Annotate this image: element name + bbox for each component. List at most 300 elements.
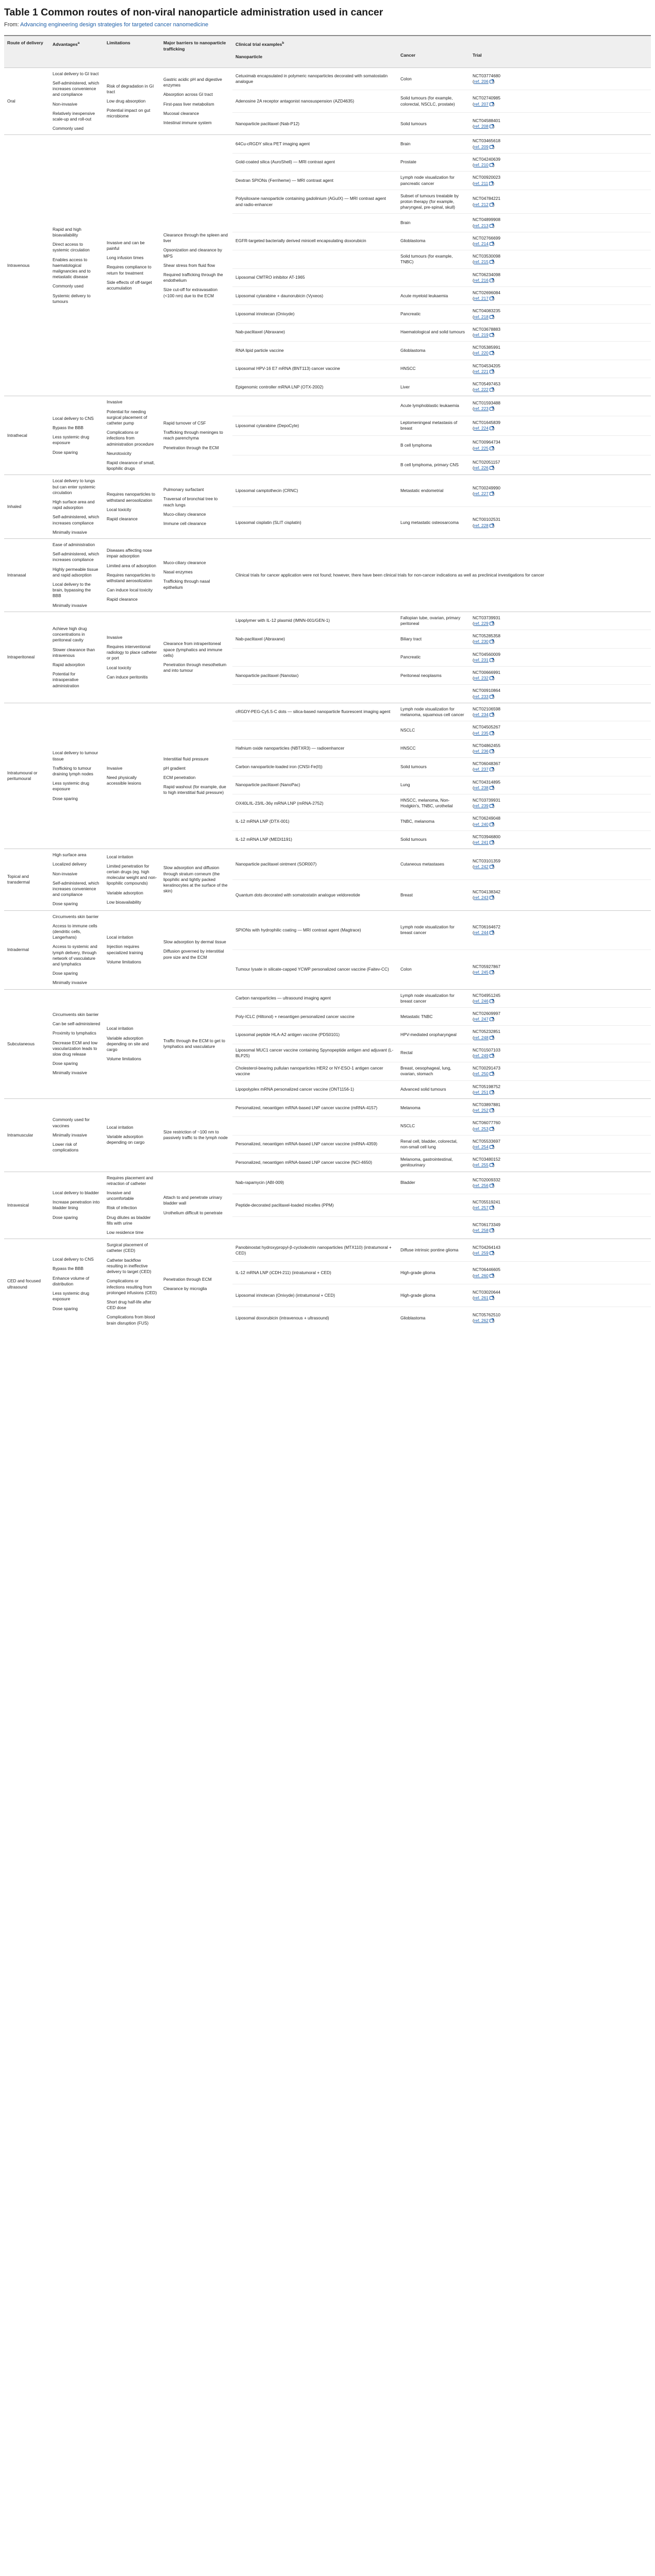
- barriers-cell-item: Traffic through the ECM to get to lymphatics and vasculature: [163, 1038, 225, 1049]
- trial-cell: [469, 950, 651, 990]
- external-link-icon: [490, 203, 493, 207]
- reference-link[interactable]: ref. 212: [474, 201, 489, 207]
- reference-link[interactable]: ref. 215: [474, 259, 489, 265]
- nanoparticle-cell: Liposomal camptothecin (CRNC): [232, 475, 397, 507]
- limitations-cell-item: Rapid clearance: [107, 597, 138, 602]
- nanoparticle-cell: Poly-ICLC (Hiltonol) + neoantigen personalized cancer vaccine: [232, 1008, 397, 1026]
- limitations-cell-item: Rapid clearance of small, lipophilic drugs: [107, 460, 155, 471]
- limitations-cell-item: Complications from blood brain disruption (FUS): [107, 1314, 155, 1326]
- external-link-icon: [490, 622, 493, 625]
- limitations-cell-item: Surgical placement of catheter (CED): [107, 1242, 148, 1253]
- trial-id: NCT05762510: [473, 1312, 500, 1318]
- cancer-cell: Lymph node visualization for breast cancer: [397, 989, 469, 1007]
- trial-ref: (ref. 244 ): [473, 930, 495, 936]
- nanoparticle-cell: Nab-rapamycin (ABI-009): [232, 1172, 397, 1194]
- trial-ref: (ref. 223 ): [473, 406, 495, 411]
- advantages-cell-item: Achieve high drug concentrations in peritoneal cavity: [53, 625, 87, 643]
- trial-ref: (ref. 230 ): [473, 639, 495, 645]
- reference-link[interactable]: ref. 244: [474, 930, 489, 936]
- barriers-cell-item: Slow adsorption by dermal tissue: [163, 939, 226, 945]
- advantages-cell: [49, 703, 104, 849]
- trial-ref: (ref. 220 ): [473, 350, 495, 356]
- trial-ref: (ref. 238 ): [473, 785, 495, 790]
- trial-id: NCT00666991: [473, 670, 500, 675]
- source-link[interactable]: Advancing engineering design strategies for targeted cancer nanomedicine: [20, 22, 209, 28]
- reference-link[interactable]: ref. 250: [474, 1071, 489, 1077]
- reference-link[interactable]: ref. 230: [474, 639, 489, 645]
- trial-ref: (ref. 211 ): [473, 180, 495, 186]
- trial-ref: (ref. 259 ): [473, 1250, 495, 1256]
- trial-id: NCT04862455: [473, 742, 500, 748]
- limitations-cell: [104, 989, 160, 1098]
- trial-cell: [469, 342, 651, 360]
- nanoparticle-cell: Personalized, neoantigen mRNA-based LNP cancer vaccine (NCI-4650): [232, 1154, 397, 1172]
- barriers-cell-item: Slow adsorption and diffusion through stratum corneum (the lipophilic and tightly packed keratinocytes at the surface of the skin): [163, 865, 228, 894]
- advantages-cell: [49, 989, 104, 1098]
- reference-link[interactable]: ref. 257: [474, 1205, 489, 1211]
- limitations-cell: [104, 849, 160, 910]
- advantages-cell-item: Proximity to lymphatics: [53, 1030, 96, 1036]
- reference-link[interactable]: ref. 259: [474, 1250, 489, 1256]
- trial-id: NCT06234098: [473, 272, 500, 277]
- external-link-icon: [490, 242, 493, 246]
- trial-cell: [469, 360, 651, 378]
- reference-link[interactable]: ref. 241: [474, 839, 489, 845]
- trial-id: NCT02609997: [473, 1011, 500, 1016]
- limitations-cell-item: Invasive: [107, 399, 123, 405]
- barriers-cell-item: First-pass liver metabolism: [163, 101, 214, 107]
- cancer-cell: B cell lymphoma: [397, 435, 469, 455]
- trial-id: NCT06048367: [473, 761, 500, 767]
- cancer-cell: Leptomeningeal metastasis of breast: [397, 416, 469, 435]
- trial-id: NCT02051157: [473, 459, 500, 465]
- advantages-cell-item: Dose sparing: [53, 901, 78, 907]
- reference-link[interactable]: ref. 211: [474, 180, 489, 186]
- trial-ref: (ref. 207 ): [473, 101, 495, 107]
- reference-link[interactable]: ref. 238: [474, 785, 489, 790]
- advantages-cell-item: Slower clearance than intravenous: [53, 647, 95, 658]
- trial-id: NCT03465618: [473, 138, 500, 144]
- trial-ref: (ref. 215 ): [473, 259, 495, 265]
- advantages-cell-item: Minimally invasive: [53, 602, 87, 608]
- trial-ref: (ref. 236 ): [473, 748, 495, 754]
- reference-link[interactable]: ref. 224: [474, 426, 489, 431]
- reference-link[interactable]: ref. 249: [474, 1053, 489, 1059]
- trial-ref: (ref. 210 ): [473, 162, 495, 168]
- reference-link[interactable]: ref. 245: [474, 969, 489, 975]
- reference-link[interactable]: ref. 262: [474, 1318, 489, 1324]
- limitations-cell: [104, 396, 160, 475]
- trial-id: NCT05519241: [473, 1199, 500, 1205]
- barriers-cell: [160, 612, 232, 703]
- external-link-icon: [490, 1091, 493, 1094]
- trial-cell: [469, 153, 651, 171]
- nanoparticle-cell: Clinical trials for cancer application were not found; however, there have been clinical trials for non-cancer indications as well as preclinical investigations for cancer: [232, 539, 651, 612]
- external-link-icon: [490, 1296, 493, 1300]
- trial-cell: [469, 378, 651, 396]
- nanoparticle-cell: cRGDY-PEG-Cy5.5-C dots — silica-based nanoparticle fluorescent imaging agent: [232, 703, 397, 721]
- nanoparticle-cell: Epigenomic controller mRNA LNP (OTX-2002): [232, 378, 397, 396]
- limitations-cell-item: Low bioavailability: [107, 899, 141, 905]
- nanoparticle-cell: Liposomal cytarabine (DepoCyte): [232, 416, 397, 435]
- trial-ref: (ref. 257 ): [473, 1205, 495, 1211]
- advantages-cell-item: Access to immune cells (dendritic cells, Langerhans): [53, 923, 97, 940]
- route-cell: Topical and transdermal: [4, 849, 49, 910]
- barriers-cell-item: Gastric acidic pH and digestive enzymes: [163, 77, 222, 88]
- trial-id: NCT01507103: [473, 1047, 500, 1053]
- trial-id: NCT05198752: [473, 1083, 500, 1089]
- limitations-cell-item: Limited penetration for certain drugs (eg. high molecular weight and non-lipophilic compounds): [107, 863, 157, 886]
- trial-cell: [469, 250, 651, 268]
- advantages-cell: [49, 612, 104, 703]
- reference-link[interactable]: ref. 213: [474, 223, 489, 228]
- reference-link[interactable]: ref. 253: [474, 1126, 489, 1131]
- advantages-cell-item: Commonly used: [53, 283, 83, 289]
- reference-link[interactable]: ref. 243: [474, 895, 489, 901]
- advantages-cell-item: Non-invasive: [53, 101, 77, 107]
- cancer-cell: Lymph node visualization for breast cancer: [397, 910, 469, 950]
- external-link-icon: [490, 999, 493, 1003]
- advantages-cell-item: Dose sparing: [53, 1214, 78, 1220]
- trial-id: NCT03897881: [473, 1102, 500, 1108]
- trial-cell: [469, 812, 651, 831]
- reference-link[interactable]: ref. 260: [474, 1273, 489, 1278]
- trial-id: NCT04784221: [473, 196, 500, 201]
- trial-cell: [469, 507, 651, 539]
- table-row: [4, 67, 651, 90]
- barriers-cell: [160, 910, 232, 989]
- trial-cell: [469, 703, 651, 721]
- reference-link[interactable]: ref. 220: [474, 350, 489, 356]
- cancer-cell: Brain: [397, 214, 469, 232]
- nanoparticle-cell: Liposomal CMTRO inhibitor AT-1965: [232, 268, 397, 286]
- cancer-cell: Lymph node visualization for melanoma, squamous cell cancer: [397, 703, 469, 721]
- external-link-icon: [490, 333, 493, 337]
- nanoparticle-cell: Nanoparticle paclitaxel ointment (SOR007): [232, 849, 397, 880]
- nanoparticle-cell: Hafnium oxide nanoparticles (NBTXR3) — radioenhancer: [232, 739, 397, 757]
- trial-cell: [469, 648, 651, 666]
- external-link-icon: [490, 1127, 493, 1131]
- reference-link[interactable]: ref. 209: [474, 144, 489, 149]
- advantages-cell-item: Minimally invasive: [53, 1132, 87, 1138]
- trial-id: NCT00964734: [473, 439, 500, 445]
- external-link-icon: [490, 388, 493, 392]
- trial-cell: [469, 190, 651, 214]
- nanoparticle-cell: Liposomal MUC1 cancer vaccine containing Spynopeptide antigen and adjuvant (L-BLP25): [232, 1044, 397, 1062]
- reference-link[interactable]: ref. 237: [474, 767, 489, 772]
- reference-link[interactable]: ref. 252: [474, 1108, 489, 1113]
- barriers-cell: [160, 1172, 232, 1239]
- cancer-cell: Metastatic endometrial: [397, 475, 469, 507]
- reference-link[interactable]: ref. 235: [474, 730, 489, 736]
- external-link-icon: [490, 260, 493, 264]
- reference-link[interactable]: ref. 226: [474, 465, 489, 470]
- nanoparticle-cell: Liposomal irinotecan (Onivyde) (intratumoral + CED): [232, 1284, 397, 1307]
- col-cancer: Cancer: [400, 53, 416, 58]
- barriers-cell-item: Trafficking through meninges to reach parenchyma: [163, 430, 223, 441]
- advantages-cell-item: Circumvents skin barrier: [53, 1012, 99, 1017]
- external-link-icon: [490, 163, 493, 167]
- reference-link[interactable]: ref. 251: [474, 1089, 489, 1095]
- advantages-cell-item: Dose sparing: [53, 971, 78, 976]
- cancer-cell: Solid tumours (for example, colorectal, NSCLC, prostate): [397, 90, 469, 113]
- advantages-cell-item: Local delivery to bladder: [53, 1190, 99, 1196]
- barriers-cell-item: Diffusion governed by interstitial pore size and the ECM: [163, 948, 224, 960]
- reference-link[interactable]: ref. 206: [474, 79, 489, 84]
- trial-cell: [469, 286, 651, 304]
- trial-id: NCT01593488: [473, 400, 500, 405]
- trial-id: NCT03678883: [473, 326, 500, 332]
- col-trial: Trial: [473, 53, 482, 58]
- trial-id: NCT04240639: [473, 156, 500, 162]
- reference-link[interactable]: ref. 254: [474, 1144, 489, 1150]
- trial-ref: (ref. 246 ): [473, 998, 495, 1004]
- reference-link[interactable]: ref. 225: [474, 445, 489, 451]
- cancer-cell: B cell lymphoma, primary CNS: [397, 455, 469, 475]
- trial-cell: [469, 67, 651, 90]
- route-cell: Intradermal: [4, 910, 49, 989]
- reference-link[interactable]: ref. 207: [474, 101, 489, 107]
- limitations-cell-item: Low drug absorption: [107, 98, 146, 104]
- barriers-cell-item: Nasal enzymes: [163, 569, 193, 575]
- reference-link[interactable]: ref. 227: [474, 490, 489, 496]
- reference-link[interactable]: ref. 255: [474, 1162, 489, 1168]
- route-cell: Inhaled: [4, 475, 49, 539]
- external-link-icon: [490, 125, 493, 128]
- advantages-cell-item: Rapid adsorption: [53, 662, 85, 667]
- trial-cell: [469, 1154, 651, 1172]
- reference-link[interactable]: ref. 214: [474, 241, 489, 246]
- barriers-cell: [160, 396, 232, 475]
- nanoparticle-cell: Peptide-decorated paclitaxel-loaded micelles (PPM): [232, 1194, 397, 1217]
- external-link-icon: [490, 1319, 493, 1323]
- trial-ref: (ref. 229 ): [473, 621, 495, 626]
- cancer-cell: Cutaneous metastases: [397, 849, 469, 880]
- trial-ref: (ref. 213 ): [473, 223, 495, 228]
- reference-link[interactable]: ref. 210: [474, 162, 489, 168]
- external-link-icon: [490, 447, 493, 450]
- reference-link[interactable]: ref. 239: [474, 803, 489, 809]
- route-cell: Intranasal: [4, 539, 49, 612]
- reference-link[interactable]: ref. 222: [474, 387, 489, 393]
- reference-link[interactable]: ref. 228: [474, 522, 489, 528]
- nanoparticle-cell: Tumour lysate in silicate-capped YCWP personalized cancer vaccine (Faitev-CC): [232, 950, 397, 990]
- source-line: [4, 22, 651, 28]
- nanoparticle-cell: Polysiloxane nanoparticle containing gadolinium (AGuIX) — MRI contrast agent and radio-enhancer: [232, 190, 397, 214]
- trial-ref: (ref. 224 ): [473, 426, 495, 431]
- cancer-cell: High-grade glioma: [397, 1284, 469, 1307]
- nanoparticle-cell: Nanoparticle paclitaxel (Nab-P12): [232, 112, 397, 135]
- reference-link[interactable]: ref. 216: [474, 277, 489, 283]
- table-header-row: [4, 36, 651, 67]
- reference-link[interactable]: ref. 221: [474, 368, 489, 374]
- table-row: [4, 1172, 651, 1194]
- cancer-cell: Solid tumours: [397, 112, 469, 135]
- limitations-cell-item: Short drug half-life after CED dose: [107, 1299, 152, 1311]
- external-link-icon: [490, 145, 493, 149]
- trial-id: NCT06077760: [473, 1120, 500, 1126]
- trial-cell: [469, 90, 651, 113]
- reference-link[interactable]: ref. 233: [474, 693, 489, 699]
- reference-link[interactable]: ref. 247: [474, 1016, 489, 1022]
- nanoparticle-cell: Liposomal peptide HLA-A2 antigen vaccine (PDS0101): [232, 1026, 397, 1044]
- barriers-cell-item: Rapid turnover of CSF: [163, 420, 206, 426]
- trial-id: NCT00910864: [473, 688, 500, 693]
- reference-link[interactable]: ref. 248: [474, 1035, 489, 1040]
- advantages-cell-item: Local delivery to lungs but can enter systemic circulation: [53, 478, 96, 495]
- cancer-cell: Colon: [397, 950, 469, 990]
- reference-link[interactable]: ref. 208: [474, 124, 489, 129]
- cancer-cell: Metastatic TNBC: [397, 1008, 469, 1026]
- trial-ref: (ref. 227 ): [473, 490, 495, 496]
- trial-cell: [469, 1307, 651, 1329]
- advantages-cell-item: Self-administered, which increases compliance: [53, 551, 99, 563]
- advantages-cell-item: Circumvents skin barrier: [53, 913, 99, 919]
- trial-id: NCT05285358: [473, 633, 500, 639]
- advantages-cell: [49, 539, 104, 612]
- external-link-icon: [490, 524, 493, 528]
- limitations-cell-item: Complications or infections resulting from prolonged infusions (CED): [107, 1278, 157, 1295]
- table-row: [4, 1239, 651, 1262]
- advantages-cell-item: Non-invasive: [53, 871, 77, 876]
- nanoparticle-cell: Lipopolyplex mRNA personalized cancer vaccine (ONT1156-1): [232, 1080, 397, 1098]
- cancer-cell: Colon: [397, 67, 469, 90]
- advantages-cell: [49, 1099, 104, 1172]
- advantages-cell-item: Minimally invasive: [53, 529, 87, 535]
- advantages-cell-item: Dose sparing: [53, 1061, 78, 1066]
- trial-ref: (ref. 209 ): [473, 144, 495, 149]
- trial-ref: (ref. 250 ): [473, 1071, 495, 1077]
- advantages-cell-item: Enhance volume of distribution: [53, 1275, 90, 1286]
- reference-link[interactable]: ref. 261: [474, 1295, 489, 1301]
- reference-link[interactable]: ref. 231: [474, 657, 489, 663]
- external-link-icon: [490, 896, 493, 900]
- trial-id: NCT03774680: [473, 73, 500, 78]
- limitations-cell-item: Limited area of adsorption: [107, 563, 156, 568]
- route-cell: Intramuscular: [4, 1099, 49, 1172]
- reference-link[interactable]: ref. 219: [474, 332, 489, 337]
- advantages-cell-item: Highly permeable tissue and rapid adsorption: [53, 566, 98, 578]
- route-cell: Oral: [4, 67, 49, 135]
- reference-link[interactable]: ref. 246: [474, 998, 489, 1004]
- trial-ref: (ref. 233 ): [473, 693, 495, 699]
- trial-cell: [469, 1284, 651, 1307]
- barriers-cell-item: Interstitial fluid pressure: [163, 756, 209, 761]
- advantages-cell-item: Systemic delivery to tumours: [53, 293, 91, 304]
- cancer-cell: Acute lymphoblastic leukaemia: [397, 396, 469, 416]
- trial-ref: (ref. 254 ): [473, 1144, 495, 1150]
- reference-link[interactable]: ref. 217: [474, 296, 489, 301]
- trial-id: NCT01645839: [473, 420, 500, 426]
- advantages-cell-item: Dose sparing: [53, 449, 78, 455]
- barriers-cell-item: Shear stress from fluid flow: [163, 262, 215, 268]
- limitations-cell-item: Neurotoxicity: [107, 450, 131, 456]
- trial-id: NCT02106598: [473, 706, 500, 711]
- reference-link[interactable]: ref. 236: [474, 748, 489, 754]
- external-link-icon: [490, 732, 493, 735]
- external-link-icon: [490, 1163, 493, 1167]
- cancer-cell: [397, 685, 469, 703]
- trial-id: NCT00249990: [473, 485, 500, 490]
- trial-cell: [469, 630, 651, 648]
- trial-cell: [469, 1135, 651, 1153]
- barriers-cell-item: Penetration through the ECM: [163, 445, 219, 450]
- cancer-cell: Breast, oesophageal, lung, ovarian, stomach: [397, 1062, 469, 1080]
- barriers-cell-item: Immune cell clearance: [163, 521, 207, 527]
- trial-id: NCT00920023: [473, 175, 500, 180]
- cancer-cell: Rectal: [397, 1044, 469, 1062]
- trial-cell: [469, 1026, 651, 1044]
- col-clinical-trials: Clinical trial examples$^b$ Nanoparticle: [232, 36, 397, 67]
- advantages-cell: [49, 67, 104, 135]
- route-cell: Intrathecal: [4, 396, 49, 475]
- reference-link[interactable]: ref. 218: [474, 314, 489, 319]
- nanoparticle-cell: Lipoplymer with IL-12 plasmid (IMNN-001/GEN-1): [232, 612, 397, 630]
- trial-ref: (ref. 206 ): [473, 79, 495, 84]
- reference-link[interactable]: ref. 256: [474, 1182, 489, 1188]
- external-link-icon: [490, 1229, 493, 1232]
- reference-link[interactable]: ref. 229: [474, 621, 489, 626]
- trial-id: NCT03480152: [473, 1157, 500, 1162]
- barriers-cell-item: ECM penetration: [163, 774, 196, 780]
- trial-ref: (ref. 247 ): [473, 1016, 495, 1022]
- trial-id: NCT00291473: [473, 1065, 500, 1071]
- limitations-cell-item: Invasive: [107, 765, 123, 771]
- cancer-cell: NSCLC: [397, 721, 469, 739]
- reference-link[interactable]: ref. 258: [474, 1228, 489, 1233]
- trial-ref: (ref. 241 ): [473, 839, 495, 845]
- trial-ref: (ref. 253 ): [473, 1126, 495, 1131]
- reference-link[interactable]: ref. 232: [474, 675, 489, 681]
- advantages-cell-item: Increase penetration into bladder lining: [53, 1199, 100, 1211]
- external-link-icon: [490, 1036, 493, 1040]
- external-link-icon: [490, 80, 493, 83]
- reference-link[interactable]: ref. 240: [474, 821, 489, 827]
- nanoparticle-cell: [232, 435, 397, 455]
- trial-ref: (ref. 228 ): [473, 522, 495, 528]
- page-title: Table 1 Common routes of non-viral nanoparticle administration used in cancer: [4, 7, 383, 18]
- trial-cell: [469, 776, 651, 794]
- external-link-icon: [490, 1072, 493, 1076]
- trial-ref: (ref. 252 ): [473, 1108, 495, 1113]
- advantages-cell-item: Local delivery to CNS: [53, 1257, 94, 1262]
- limitations-cell-item: Local irritation: [107, 1026, 133, 1031]
- advantages-cell: [49, 135, 104, 396]
- cancer-cell: Solid tumours: [397, 831, 469, 849]
- advantages-cell-item: Enables access to haematological malignancies and to metastatic disease: [53, 257, 91, 280]
- trial-ref: (ref. 243 ): [473, 895, 495, 901]
- trial-cell: [469, 794, 651, 812]
- nanoparticle-cell: Nab-paclitaxel (Abraxane): [232, 323, 397, 341]
- external-link-icon: [490, 786, 493, 790]
- cancer-cell: Bladder: [397, 1172, 469, 1194]
- route-cell: Intravesical: [4, 1172, 49, 1239]
- barriers-cell-item: Traversal of bronchial tree to reach lungs: [163, 496, 218, 507]
- cancer-cell: [397, 268, 469, 286]
- barriers-cell-item: Opsonization and clearance by MPS: [163, 247, 222, 259]
- trial-ref: (ref. 214 ): [473, 241, 495, 246]
- cancer-cell: Renal cell, bladder, colorectal, non-small cell lung: [397, 1135, 469, 1153]
- barriers-cell: [160, 849, 232, 910]
- trial-id: NCT00102531: [473, 517, 500, 522]
- nanoparticle-cell: Adenosine 2A receptor antagonist nanosuspension (AZD4635): [232, 90, 397, 113]
- advantages-cell-item: Minimally invasive: [53, 1070, 87, 1076]
- trial-id: NCT05232851: [473, 1029, 500, 1035]
- reference-link[interactable]: ref. 234: [474, 712, 489, 718]
- reference-link[interactable]: ref. 242: [474, 864, 489, 870]
- reference-link[interactable]: ref. 223: [474, 406, 489, 411]
- cancer-cell: Glioblastoma: [397, 342, 469, 360]
